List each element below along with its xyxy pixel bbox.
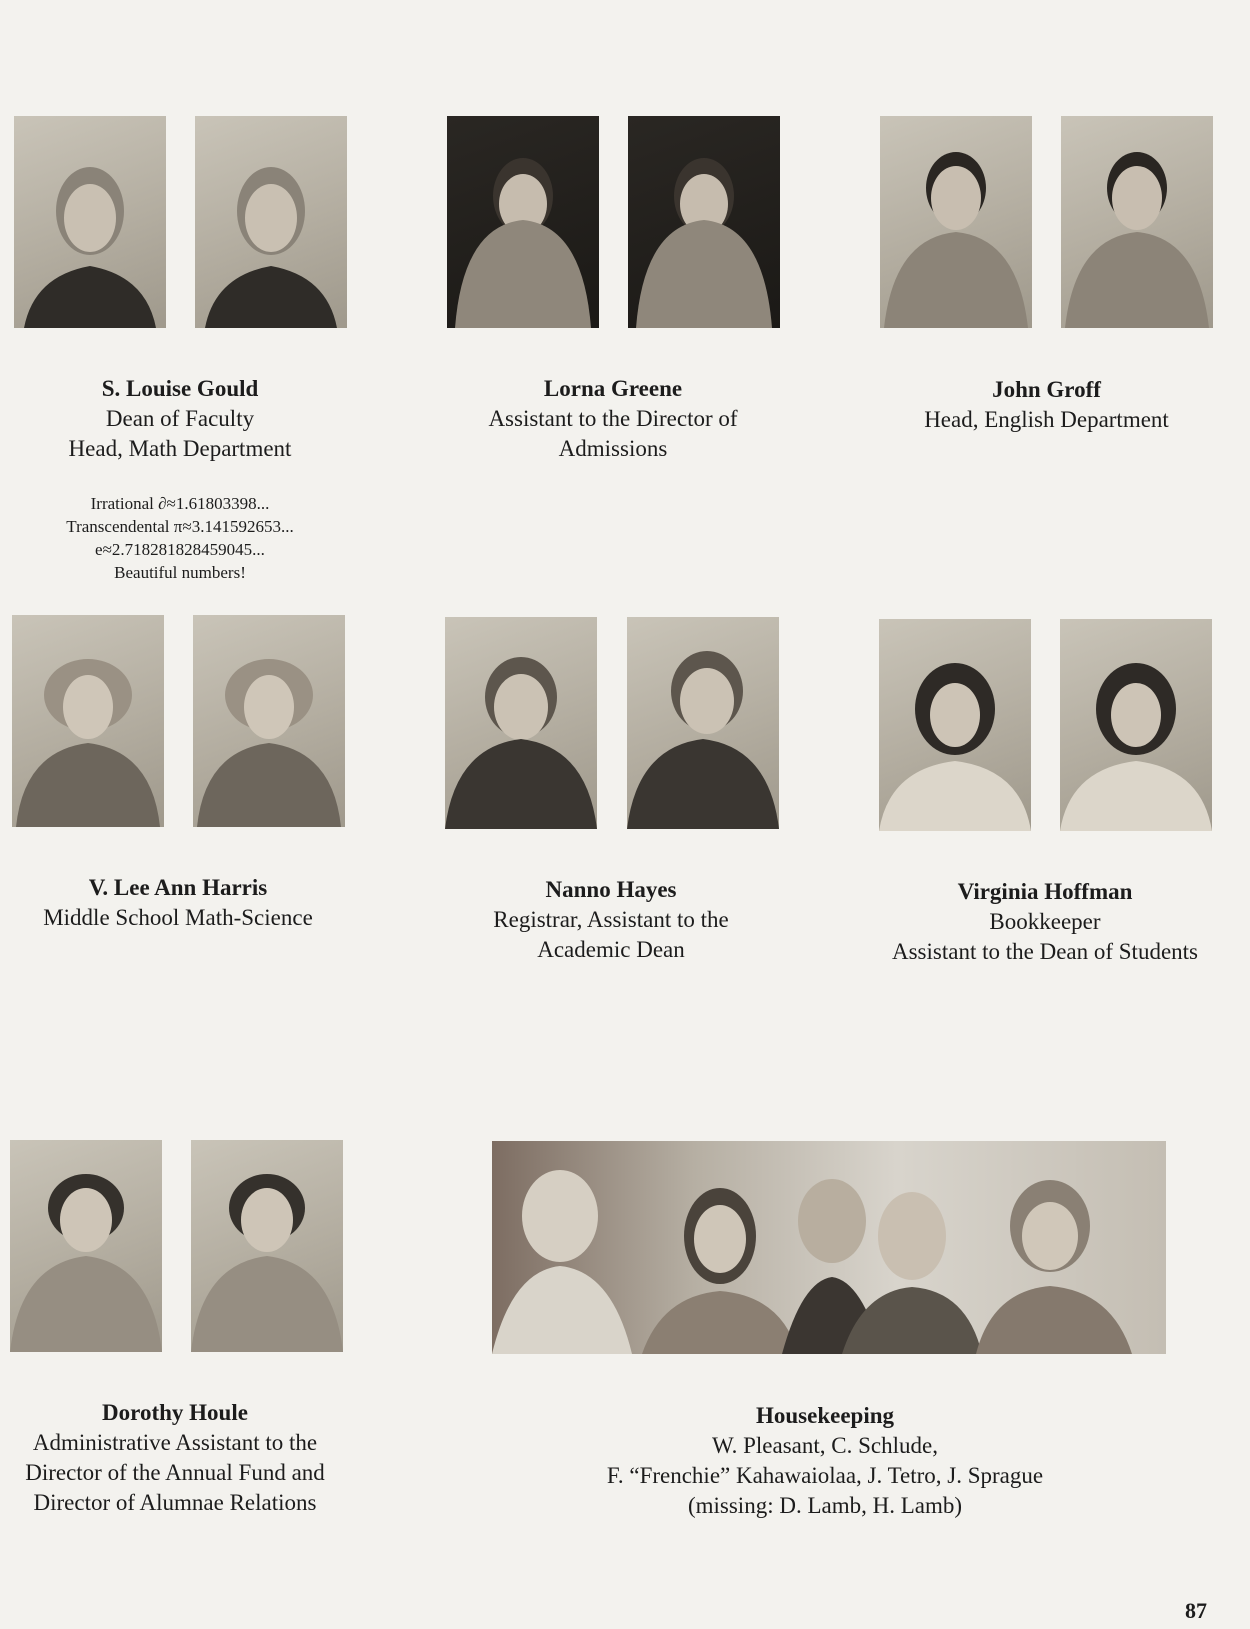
portrait-photo	[191, 1140, 343, 1352]
staff-title: Academic Dean	[537, 937, 685, 962]
staff-name: V. Lee Ann Harris	[88, 875, 268, 900]
housekeeping-caption	[560, 1401, 1090, 1521]
quote-line: e≈2.718281828459045...	[95, 540, 265, 559]
staff-title: Head, Math Department	[68, 436, 292, 461]
staff-caption	[870, 877, 1220, 967]
group-members: W. Pleasant, C. Schlude,	[712, 1433, 938, 1458]
portrait-photo	[445, 617, 597, 829]
staff-title: Assistant to the Dean of Students	[892, 939, 1198, 964]
housekeeping-group-photo	[492, 1141, 1166, 1354]
portrait-photo	[193, 615, 345, 827]
staff-title: Director of the Annual Fund and	[25, 1460, 325, 1485]
staff-caption	[452, 374, 774, 464]
portrait-photo	[1060, 619, 1212, 831]
staff-title: Admissions	[558, 436, 668, 461]
staff-title: Assistant to the Director of	[488, 406, 738, 431]
staff-caption	[20, 374, 340, 464]
staff-title: Dean of Faculty	[105, 406, 255, 431]
staff-title: Bookkeeper	[989, 909, 1101, 934]
group-name: Housekeeping	[755, 1403, 895, 1428]
staff-title: Director of Alumnae Relations	[33, 1490, 317, 1515]
group-members: F. “Frenchie” Kahawaiolaa, J. Tetro, J. Sprague	[606, 1463, 1044, 1488]
staff-title: Middle School Math-Science	[43, 905, 313, 930]
quote-line: Beautiful numbers!	[114, 563, 246, 582]
portrait-photo	[12, 615, 164, 827]
portrait-photo	[195, 116, 347, 328]
staff-name: John Groff	[992, 377, 1101, 402]
group-members: (missing: D. Lamb, H. Lamb)	[687, 1493, 963, 1518]
staff-title: Administrative Assistant to the	[32, 1430, 318, 1455]
staff-caption	[18, 873, 338, 933]
staff-name: Virginia Hoffman	[957, 879, 1133, 904]
staff-caption	[5, 1398, 345, 1518]
portrait-photo	[447, 116, 599, 328]
staff-name: S. Louise Gould	[101, 376, 259, 401]
staff-quote	[20, 492, 340, 584]
staff-title: Registrar, Assistant to the	[493, 907, 729, 932]
quote-line: Transcendental π≈3.141592653...	[66, 517, 294, 536]
portrait-photo	[880, 116, 1032, 328]
portrait-photo	[879, 619, 1031, 831]
portrait-photo	[1061, 116, 1213, 328]
staff-title: Head, English Department	[924, 407, 1169, 432]
portrait-photo	[14, 116, 166, 328]
staff-caption	[450, 875, 772, 965]
staff-name: Dorothy Houle	[102, 1400, 248, 1425]
page-number: 87	[1185, 1598, 1207, 1623]
staff-name: Lorna Greene	[543, 376, 683, 401]
quote-line: Irrational ∂≈1.61803398...	[90, 494, 270, 513]
portrait-photo	[10, 1140, 162, 1352]
staff-caption	[880, 375, 1213, 435]
portrait-photo	[628, 116, 780, 328]
staff-name: Nanno Hayes	[545, 877, 677, 902]
portrait-photo	[627, 617, 779, 829]
